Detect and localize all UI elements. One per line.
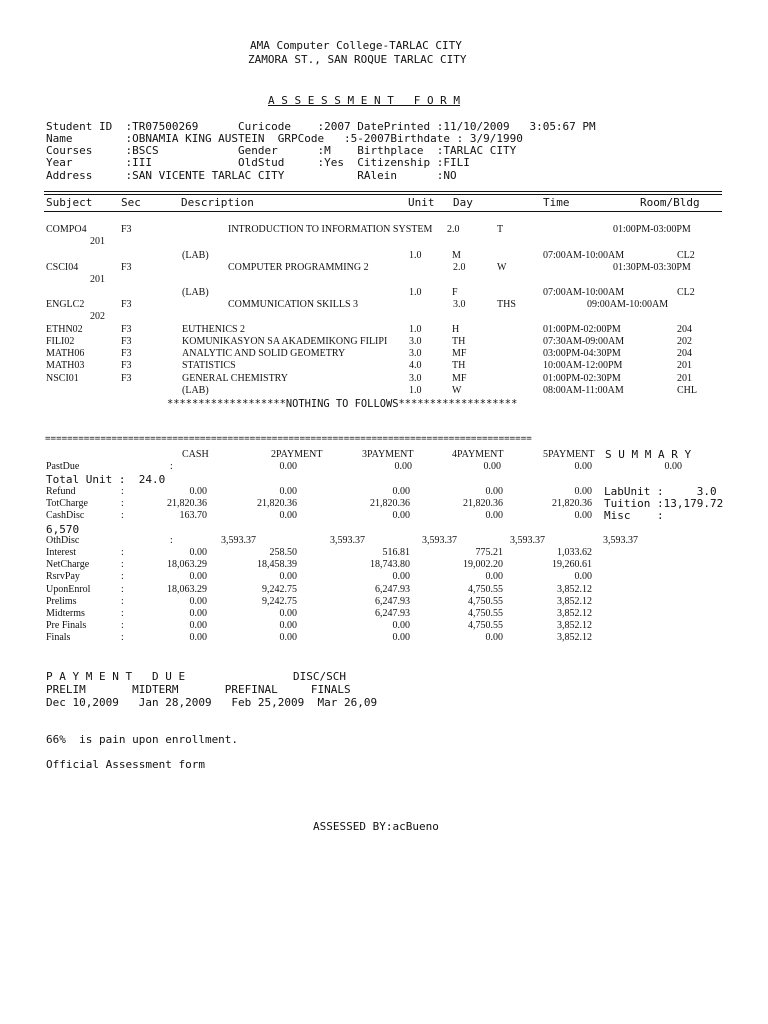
row-colon: : [121,584,124,595]
payment-due-terms: PRELIM MIDTERM PREFINAL FINALS [46,683,351,696]
subject-time: 07:00AM-10:00AM [543,250,625,261]
row-label-netcharge: NetCharge [46,559,90,570]
subject-room: 204 [677,324,692,335]
row-label-uponenrol: UponEnrol [46,584,91,595]
subject-sec: F3 [121,336,132,347]
row-colon: : [121,608,124,619]
payment-value: 3,852.12 [557,596,592,607]
payment-value: 19,260.61 [552,559,592,570]
row-label-finals: Finals [46,632,71,643]
refund-value: 0.00 [189,486,207,497]
row-colon: : [121,547,124,558]
subject-day: THS [497,299,516,310]
payment-value: 4,750.55 [468,596,503,607]
row-colon: : [121,571,124,582]
row-colon: : [121,632,124,643]
subject-code: NSCI01 [46,373,79,384]
subject-description: INTRODUCTION TO INFORMATION SYSTEM [228,224,433,235]
othdisc-value: 3,593.37 [330,535,365,546]
subject-room: 204 [677,348,692,359]
subject-code: MATH03 [46,360,85,371]
subject-unit: 1.0 [409,324,422,335]
subject-unit: 2.0 [447,224,460,235]
student-info-row-4: Year :III OldStud :Yes Citizenship :FILI [46,156,470,169]
othdisc-value: 3,593.37 [422,535,457,546]
totcharge-value: 21,820.36 [463,498,503,509]
col-header-4payment: 4PAYMENT [452,449,504,460]
subject-unit: 2.0 [453,262,466,273]
othdisc-value: 3,593.37 [603,535,638,546]
payment-due-dates: Dec 10,2009 Jan 28,2009 Feb 25,2009 Mar 26,09 [46,696,378,709]
col-header-time: Time [543,196,570,209]
payment-value: 0.00 [485,632,503,643]
payment-value: 0.00 [189,608,207,619]
refund-value: 0.00 [392,486,410,497]
pastdue-colon: : [170,461,173,472]
payment-value: 258.50 [269,547,297,558]
othdisc-value: 3,593.37 [221,535,256,546]
totcharge-value: 21,820.36 [257,498,297,509]
payment-value: 0.00 [189,620,207,631]
subject-unit: 1.0 [409,287,422,298]
cashdisc-value: 0.00 [574,510,592,521]
subject-room: 201 [90,274,105,285]
subject-sec: F3 [121,262,132,273]
payment-value: 0.00 [189,596,207,607]
col-header-day: Day [453,196,473,209]
payment-value: 0.00 [189,632,207,643]
payment-value: 4,750.55 [468,584,503,595]
subject-room: 201 [90,236,105,247]
subject-day: MF [452,373,467,384]
subject-description: COMPUTER PROGRAMMING 2 [228,262,369,273]
cashdisc-value: 163.70 [179,510,207,521]
subject-description: KOMUNIKASYON SA AKADEMIKONG FILIPI [182,336,388,347]
subject-sec: F3 [121,373,132,384]
subject-description: (LAB) [182,385,209,396]
subject-description: GENERAL CHEMISTRY [182,373,289,384]
payment-value: 0.00 [485,571,503,582]
subject-time: 01:00PM-03:00PM [613,224,691,235]
subject-time: 07:00AM-10:00AM [543,287,625,298]
subject-description: EUTHENICS 2 [182,324,246,335]
school-address: ZAMORA ST., SAN ROQUE TARLAC CITY [248,53,467,66]
row-label-totcharge: TotCharge [46,498,88,509]
subject-time: 10:00AM-12:00PM [543,360,623,371]
subject-day: MF [452,348,467,359]
total-unit: Total Unit : 24.0 [46,473,166,486]
subject-time: 07:30AM-09:00AM [543,336,625,347]
section-separator: ======================================================================================== [45,434,532,444]
payment-value: 6,247.93 [375,584,410,595]
cashdisc-value: 0.00 [279,510,297,521]
payment-value: 0.00 [279,632,297,643]
form-title: A S S E S S M E N T F O R M [268,94,461,107]
subject-room: 202 [677,336,692,347]
row-label-midterms: Midterms [46,608,85,619]
payment-value: 0.00 [279,571,297,582]
subject-unit: 3.0 [409,373,422,384]
subject-code: ENGLC2 [46,299,85,310]
payment-value: 4,750.55 [468,608,503,619]
subject-day: M [452,250,461,261]
payment-value: 3,852.12 [557,620,592,631]
refund-value: 0.00 [574,486,592,497]
col-header-sec: Sec [121,196,141,209]
subject-description: COMMUNICATION SKILLS 3 [228,299,359,310]
subject-time: 08:00AM-11:00AM [543,385,624,396]
row-label-prelims: Prelims [46,596,77,607]
student-info-row-5: Address :SAN VICENTE TARLAC CITY RAlein :NO [46,169,457,182]
payment-value: 0.00 [279,608,297,619]
row-label-pastdue: PastDue [46,461,80,472]
refund-value: 0.00 [279,486,297,497]
pastdue-value: 0.00 [394,461,412,472]
subject-unit: 3.0 [409,348,422,359]
subject-sec: F3 [121,324,132,335]
disc-sch-label: DISC/SCH [293,670,346,683]
subject-room: 201 [677,360,692,371]
row-colon: : [121,620,124,631]
col-header-unit: Unit [408,196,435,209]
payment-value: 0.00 [189,547,207,558]
table-header-rule [44,211,722,212]
subject-room: 201 [677,373,692,384]
subject-room: CL2 [677,250,695,261]
subject-code: MATH06 [46,348,85,359]
subject-time: 09:00AM-10:00AM [587,299,669,310]
summary-title: S U M M A R Y [605,448,692,461]
student-info-row-3: Courses :BSCS Gender :M Birthplace :TARLAC CITY [46,144,517,157]
payment-value: 3,852.12 [557,584,592,595]
row-label-interest: Interest [46,547,76,558]
summary-misc: Misc : [604,509,664,522]
row-colon: : [121,596,124,607]
table-top-rule [44,191,722,195]
nothing-to-follows: *******************NOTHING TO FOLLOWS******************* [167,398,518,410]
payment-value: 18,063.29 [167,584,207,595]
pastdue-value: 0.00 [574,461,592,472]
col-header-3payment: 3PAYMENT [362,449,414,460]
payment-value: 9,242.75 [262,584,297,595]
row-colon: : [121,559,124,570]
payment-value: 0.00 [574,571,592,582]
payment-value: 18,458.39 [257,559,297,570]
subject-code: FILI02 [46,336,75,347]
row-label-pre-finals: Pre Finals [46,620,87,631]
summary-labunit: LabUnit : 3.0 [604,485,717,498]
payment-value: 775.21 [475,547,503,558]
subject-description: (LAB) [182,250,209,261]
payment-value: 18,743.80 [370,559,410,570]
subject-day: T [497,224,504,235]
row-label-othdisc: OthDisc [46,535,80,546]
subject-day: W [497,262,507,273]
pastdue-value: 0.00 [279,461,297,472]
subject-sec: F3 [121,360,132,371]
payment-value: 3,852.12 [557,608,592,619]
subject-unit: 3.0 [453,299,466,310]
row-label-refund: Refund [46,486,76,497]
subject-description: (LAB) [182,287,209,298]
payment-value: 18,063.29 [167,559,207,570]
row-label-cashdisc: CashDisc [46,510,85,521]
payment-value: 0.00 [392,632,410,643]
subject-description: STATISTICS [182,360,236,371]
subject-unit: 3.0 [409,336,422,347]
col-header-subject: Subject [46,196,93,209]
subject-unit: 1.0 [409,250,422,261]
subject-room: CHL [677,385,697,396]
subject-time: 01:00PM-02:30PM [543,373,621,384]
totcharge-value: 21,820.36 [370,498,410,509]
subject-code: CSCI04 [46,262,79,273]
payment-value: 6,247.93 [375,608,410,619]
pastdue-value: 0.00 [664,461,682,472]
cashdisc-value: 0.00 [485,510,503,521]
subject-day: TH [452,360,466,371]
summary-tuition: Tuition :13,179.72 [604,497,724,510]
subject-day: H [452,324,460,335]
col-header-5payment: 5PAYMENT [543,449,595,460]
totcharge-value: 21,820.36 [167,498,207,509]
refund-value: 0.00 [485,486,503,497]
subject-room: CL2 [677,287,695,298]
subject-sec: F3 [121,224,132,235]
subject-unit: 1.0 [409,385,422,396]
payment-value: 0.00 [392,620,410,631]
subject-sec: F3 [121,299,132,310]
subject-sec: F3 [121,348,132,359]
subject-time: 03:00PM-04:30PM [543,348,621,359]
col-header-description: Description [181,196,254,209]
row-colon: : [121,498,124,509]
payment-value: 0.00 [279,620,297,631]
payment-value: 1,033.62 [557,547,592,558]
row-colon: : [170,535,173,546]
pastdue-value: 0.00 [483,461,501,472]
cashdisc-value: 0.00 [392,510,410,521]
subject-day: TH [452,336,466,347]
othdisc-value: 3,593.37 [510,535,545,546]
row-label-rsrvpay: RsrvPay [46,571,80,582]
subject-unit: 4.0 [409,360,422,371]
student-info-row-1: Student ID :TR07500269 Curicode :2007 DatePrinted :11/10/2009 3:05:67 PM [46,120,596,133]
subject-time: 01:00PM-02:00PM [543,324,621,335]
payment-value: 19,002.20 [463,559,503,570]
assessed-by: ASSESSED BY:acBueno [313,820,439,833]
row-colon: : [121,510,124,521]
payment-value: 0.00 [392,571,410,582]
payment-due-title: P A Y M E N T D U E [46,670,186,683]
col-header-room: Room/Bldg [640,196,700,209]
subject-time: 01:30PM-03:30PM [613,262,691,273]
payment-value: 6,247.93 [375,596,410,607]
student-info-row-2: Name :OBNAMIA KING AUSTEIN GRPCode :5-2007Birthdate : 3/9/1990 [46,132,523,145]
payment-value: 516.81 [382,547,410,558]
official-note: Official Assessment form [46,758,205,771]
subject-day: F [452,287,458,298]
subject-day: W [452,385,462,396]
subject-code: COMPO4 [46,224,87,235]
row-colon: : [121,486,124,497]
payment-value: 9,242.75 [262,596,297,607]
col-header-cash: CASH [182,449,209,460]
totcharge-value: 21,820.36 [552,498,592,509]
subject-room: 202 [90,311,105,322]
summary-misc-value: 6,570 [46,523,80,536]
subject-code: ETHN02 [46,324,83,335]
col-header-2payment: 2PAYMENT [271,449,323,460]
payment-value: 3,852.12 [557,632,592,643]
subject-description: ANALYTIC AND SOLID GEOMETRY [182,348,346,359]
enrollment-note: 66% is pain upon enrollment. [46,733,239,746]
payment-value: 4,750.55 [468,620,503,631]
payment-value: 0.00 [189,571,207,582]
school-name: AMA Computer College-TARLAC CITY [250,39,462,52]
